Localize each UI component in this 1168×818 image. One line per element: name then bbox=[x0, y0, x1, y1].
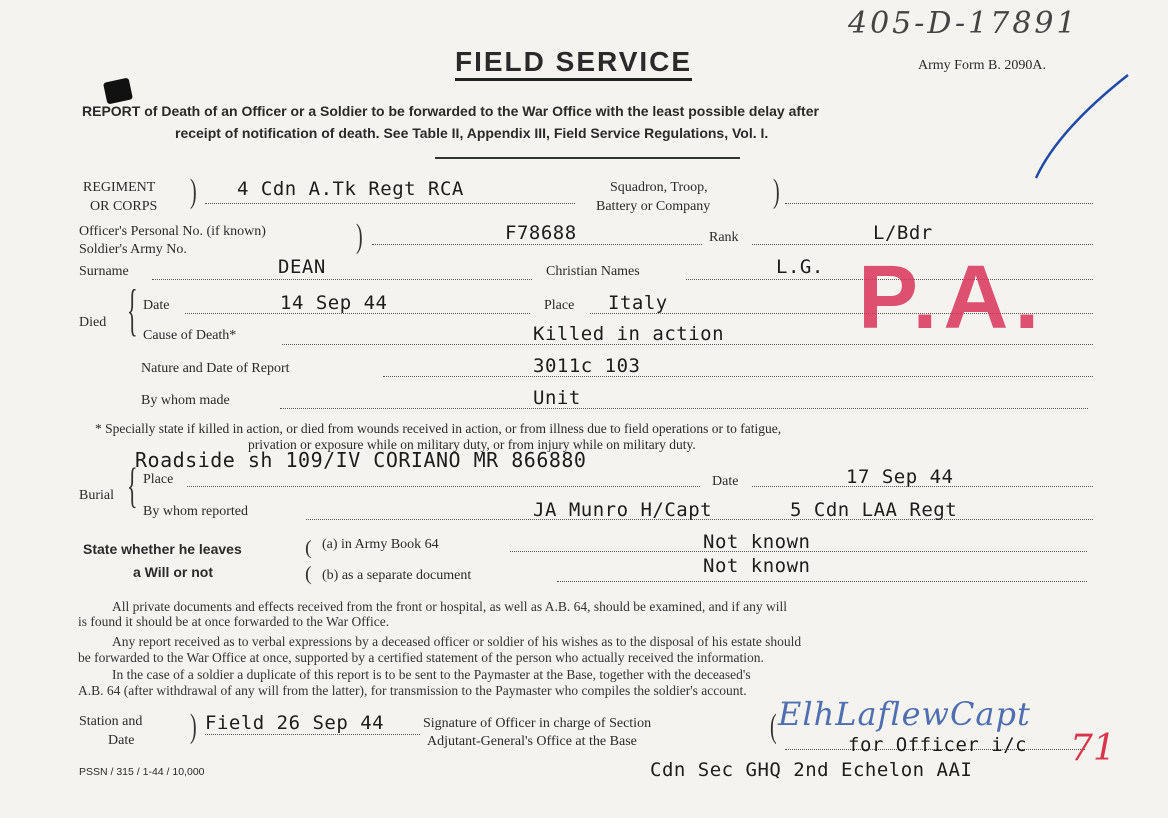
header-divider bbox=[435, 157, 740, 159]
will-a-value: Not known bbox=[703, 531, 811, 553]
cause-label: Cause of Death* bbox=[143, 328, 237, 343]
nature-report-value: 3011c 103 bbox=[533, 355, 641, 377]
instruction-line-2: receipt of notification of death. See Table II, Appendix III, Field Service Regulations, Vol. I. bbox=[175, 125, 769, 141]
brace: ) bbox=[773, 172, 780, 211]
brace: ) bbox=[356, 217, 363, 256]
brace: { bbox=[127, 277, 138, 343]
by-whom-made-line bbox=[280, 408, 1088, 409]
brace: ( bbox=[770, 707, 777, 746]
died-place-value: Italy bbox=[608, 292, 668, 314]
brace: ( bbox=[305, 563, 312, 585]
nature-report-line bbox=[383, 376, 1093, 377]
footnote-line-2: privation or exposure while on military duty, or from injury while on military duty. bbox=[248, 437, 696, 452]
station-label-1: Station and bbox=[79, 714, 143, 729]
burial-date-label: Date bbox=[712, 474, 739, 489]
will-b-line bbox=[557, 581, 1087, 582]
burial-place-line bbox=[187, 486, 700, 487]
christian-names-label: Christian Names bbox=[546, 264, 640, 279]
paragraph-2-line-1: Any report received as to verbal expressions by a deceased officer or soldier of his wishes as to the disposal of his estate should bbox=[112, 634, 802, 649]
form-id: Army Form B. 2090A. bbox=[918, 58, 1046, 73]
regiment-value: 4 Cdn A.Tk Regt RCA bbox=[237, 178, 464, 200]
regiment-line bbox=[205, 203, 575, 204]
burial-date-value: 17 Sep 44 bbox=[846, 466, 954, 488]
died-place-label: Place bbox=[544, 298, 575, 313]
will-b-value: Not known bbox=[703, 555, 811, 577]
by-whom-made-value: Unit bbox=[533, 387, 581, 409]
will-a-label: (a) in Army Book 64 bbox=[322, 537, 439, 552]
died-date-value: 14 Sep 44 bbox=[280, 292, 388, 314]
personal-no-label-1: Officer's Personal No. (if known) bbox=[79, 224, 266, 239]
regiment-label-1: REGIMENT bbox=[83, 180, 156, 195]
burial-place-value: Roadside sh 109/IV CORIANO MR 866880 bbox=[135, 448, 587, 472]
brace: ( bbox=[305, 537, 312, 559]
footnote-line-1: * Specially state if killed in action, or died from wounds received in action, or from illness due to field operations or to fatigue, bbox=[95, 421, 782, 436]
pen-stroke bbox=[1028, 70, 1138, 180]
handwritten-signature: ElhLaflewCapt bbox=[778, 695, 1031, 733]
by-whom-made-label: By whom made bbox=[141, 393, 230, 408]
burial-by-name: JA Munro H/Capt bbox=[533, 499, 713, 521]
print-code: PSSN / 315 / 1-44 / 10,000 bbox=[79, 766, 205, 778]
burial-place-label: Place bbox=[143, 472, 174, 487]
paragraph-2-line-2: be forwarded to the War Office at once, supported by a certified statement of the person who actually received the information. bbox=[78, 650, 764, 665]
rank-label: Rank bbox=[709, 230, 739, 245]
nature-report-label: Nature and Date of Report bbox=[141, 361, 290, 376]
paragraph-1-line-1: All private documents and effects received from the front or hospital, as well as A.B. 64, should be examined, and if any will bbox=[112, 599, 787, 614]
signature-label-2: Adjutant-General's Office at the Base bbox=[427, 734, 637, 749]
station-label-2: Date bbox=[108, 733, 135, 748]
burial-label: Burial bbox=[79, 488, 114, 503]
signature-label-1: Signature of Officer in charge of Section bbox=[423, 716, 652, 731]
brace: ) bbox=[190, 172, 197, 211]
brace: { bbox=[127, 457, 138, 513]
surname-line bbox=[152, 279, 532, 280]
will-label-1: State whether he leaves bbox=[83, 541, 242, 557]
burial-by-unit: 5 Cdn LAA Regt bbox=[790, 499, 958, 521]
will-label-2: a Will or not bbox=[133, 564, 213, 580]
squadron-line bbox=[785, 203, 1093, 204]
brace: ) bbox=[190, 707, 197, 746]
christian-names-value: L.G. bbox=[776, 256, 824, 278]
died-date-label: Date bbox=[143, 298, 170, 313]
surname-value: DEAN bbox=[278, 256, 326, 278]
burial-by-label: By whom reported bbox=[143, 504, 248, 519]
paragraph-3-line-1: In the case of a soldier a duplicate of this report is to be sent to the Paymaster at the Base, together with the deceased's bbox=[112, 667, 751, 682]
squadron-label-2: Battery or Company bbox=[596, 199, 711, 214]
will-b-label: (b) as a separate document bbox=[322, 568, 472, 583]
station-value: Field 26 Sep 44 bbox=[205, 712, 385, 734]
signature-for: for Officer i/c bbox=[848, 734, 1028, 756]
pa-stamp: P.A. bbox=[858, 248, 1046, 348]
instruction-line-1: REPORT of Death of an Officer or a Soldier to be forwarded to the War Office with the least possible delay after bbox=[82, 103, 819, 119]
station-line bbox=[205, 734, 420, 735]
rank-line bbox=[752, 244, 1093, 245]
cause-value: Killed in action bbox=[533, 323, 725, 345]
margin-mark: 71 bbox=[1070, 728, 1116, 769]
paragraph-1-line-2: is found it should be at once forwarded to the War Office. bbox=[78, 614, 390, 629]
army-no-value: F78688 bbox=[505, 222, 577, 244]
signature-unit: Cdn Sec GHQ 2nd Echelon AAI bbox=[650, 759, 973, 781]
died-label: Died bbox=[79, 315, 107, 330]
paragraph-3-line-2: A.B. 64 (after withdrawal of any will from the latter), for transmission to the Paymaster who compiles the soldier's account. bbox=[78, 683, 747, 698]
punch-hole-mark bbox=[103, 78, 133, 105]
form-title: FIELD SERVICE bbox=[455, 46, 692, 81]
rank-value: L/Bdr bbox=[873, 222, 933, 244]
regiment-label-2: OR CORPS bbox=[90, 199, 158, 214]
squadron-label-1: Squadron, Troop, bbox=[610, 180, 708, 195]
file-number: 405-D-17891 bbox=[848, 6, 1079, 41]
personal-no-label-2: Soldier's Army No. bbox=[79, 242, 187, 257]
army-no-line bbox=[372, 244, 702, 245]
surname-label: Surname bbox=[79, 264, 129, 279]
